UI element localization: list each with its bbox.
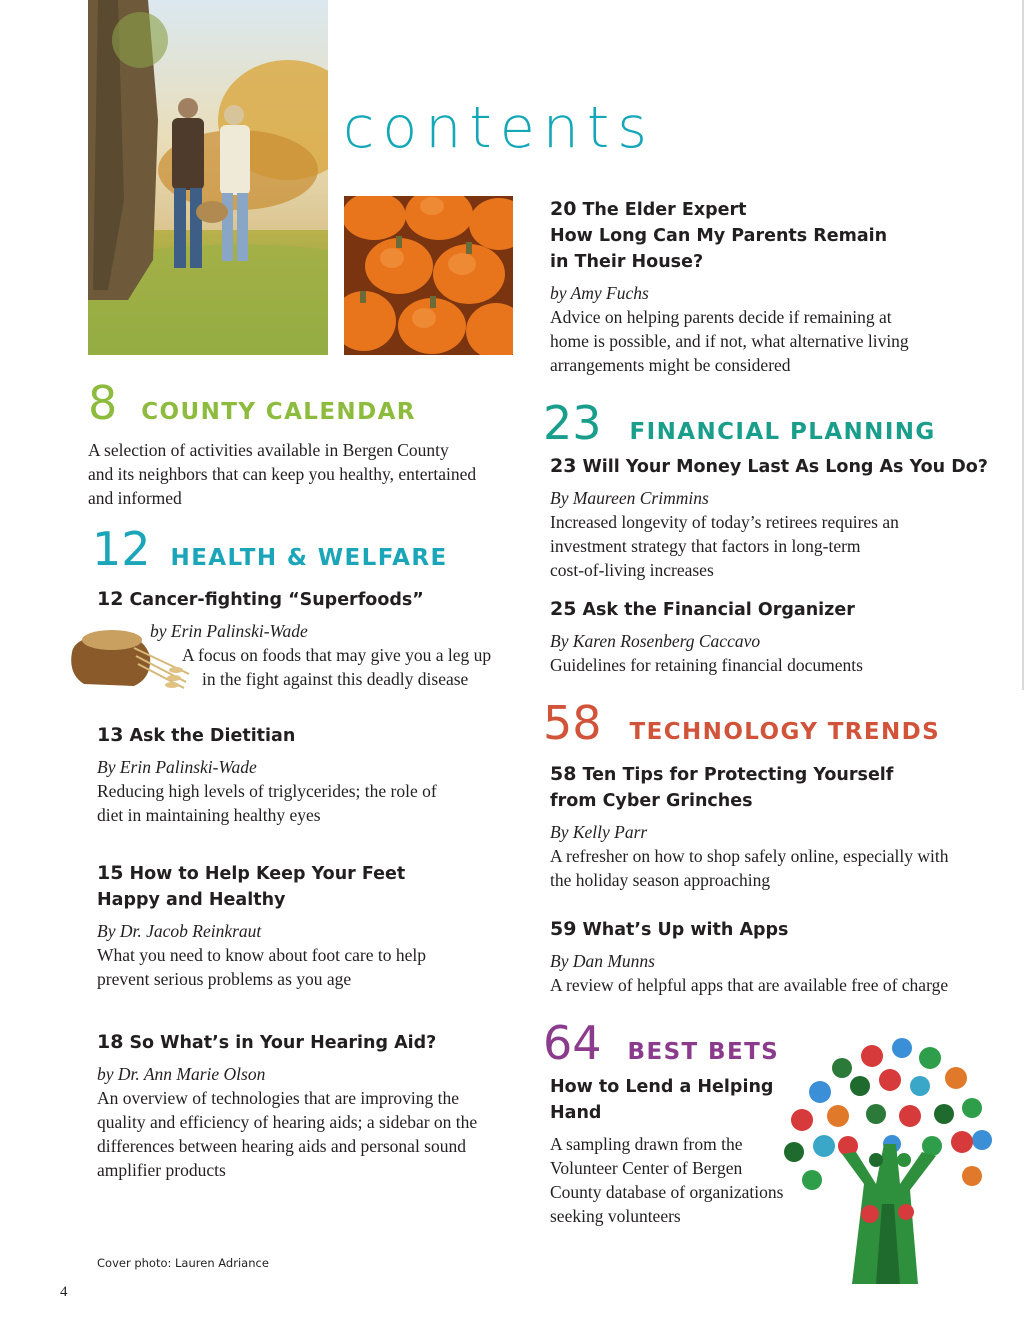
article-byline: by Dr. Ann Marie Olson <box>97 1064 266 1084</box>
article-title: 25 Ask the Financial Organizer <box>550 598 855 620</box>
article-title: 59 What’s Up with Apps <box>550 918 789 940</box>
article-description: arrangements might be considered <box>550 355 791 375</box>
page-title: contents <box>343 95 655 161</box>
article-helping-hand[interactable] <box>550 1074 810 1228</box>
section-title: HEALTH & WELFARE <box>170 545 448 571</box>
article-description: prevent serious problems as you age <box>97 969 352 989</box>
section-number: 23 <box>543 396 602 450</box>
article-title: How Long Can My Parents Remain <box>550 226 888 246</box>
section-number: 64 <box>543 1016 602 1070</box>
article-description: What you need to know about foot care to help <box>97 945 426 965</box>
section-title: FINANCIAL PLANNING <box>629 419 936 445</box>
section-number: 58 <box>543 696 602 750</box>
section-health-welfare <box>92 522 512 576</box>
article-byline: by Amy Fuchs <box>550 283 649 303</box>
article-feet[interactable] <box>97 860 517 991</box>
article-description: Volunteer Center of Bergen <box>550 1158 743 1178</box>
article-byline: By Kelly Parr <box>550 822 648 842</box>
article-title: Happy and Healthy <box>97 890 286 910</box>
section-technology-trends <box>543 696 983 750</box>
article-description: amplifier products <box>97 1160 226 1180</box>
article-byline: by Erin Palinski-Wade <box>150 621 308 641</box>
article-byline: By Maureen Crimmins <box>550 488 709 508</box>
article-byline: By Karen Rosenberg Caccavo <box>550 631 761 651</box>
article-cyber-grinches[interactable] <box>550 761 990 892</box>
article-title: 12 Cancer-fighting “Superfoods” <box>97 588 424 610</box>
article-title: 18 So What’s in Your Hearing Aid? <box>97 1031 437 1053</box>
section-county-calendar <box>88 376 508 510</box>
section-number: 8 <box>88 376 118 430</box>
article-byline: By Dr. Jacob Reinkraut <box>97 921 262 941</box>
article-description: home is possible, and if not, what alternative living <box>550 331 909 351</box>
article-description: investment strategy that factors in long-term <box>550 536 861 556</box>
article-description: Guidelines for retaining financial documents <box>550 655 863 675</box>
article-description: in the fight against this deadly disease <box>202 669 469 689</box>
photo-credit: Cover photo: Lauren Adriance <box>97 1256 269 1270</box>
section-title: TECHNOLOGY TRENDS <box>629 719 941 745</box>
section-number: 12 <box>92 522 151 576</box>
article-superfoods[interactable] <box>97 586 517 613</box>
article-financial-organizer[interactable] <box>550 596 990 677</box>
article-byline: By Erin Palinski-Wade <box>97 757 257 777</box>
article-title: How to Lend a Helping <box>550 1077 774 1097</box>
article-description: Advice on helping parents decide if remaining at <box>550 307 892 327</box>
couple-walking-photo <box>88 0 328 355</box>
article-money-last[interactable] <box>550 453 990 582</box>
article-description: A refresher on how to shop safely online, especially with <box>550 846 949 866</box>
article-description: the holiday season approaching <box>550 870 771 890</box>
article-title: Hand <box>550 1103 602 1123</box>
article-title: 13 Ask the Dietitian <box>97 724 296 746</box>
section-title: BEST BETS <box>627 1039 780 1065</box>
article-description: A focus on foods that may give you a leg up <box>182 645 492 665</box>
article-elder-expert[interactable] <box>550 196 990 377</box>
article-description: diet in maintaining healthy eyes <box>97 805 321 825</box>
article-description: cost-of-living increases <box>550 560 714 580</box>
article-byline: By Dan Munns <box>550 951 655 971</box>
article-description: A sampling drawn from the <box>550 1134 743 1154</box>
article-description: County database of organizations <box>550 1182 784 1202</box>
article-description: Reducing high levels of triglycerides; the role of <box>97 781 437 801</box>
article-description: differences between hearing aids and personal sound <box>97 1136 466 1156</box>
article-description: A review of helpful apps that are available free of charge <box>550 975 949 995</box>
article-title: 58 Ten Tips for Protecting Yourself <box>550 763 894 785</box>
section-financial-planning <box>543 396 983 450</box>
article-title: 20 The Elder Expert <box>550 198 747 220</box>
page-number: 4 <box>60 1284 68 1300</box>
helping-hands-tree-icon <box>772 1034 1002 1284</box>
article-title: in Their House? <box>550 252 704 272</box>
article-title: 15 How to Help Keep Your Feet <box>97 862 406 884</box>
pumpkins-photo <box>344 196 513 355</box>
article-description: quality and efficiency of hearing aids; a sidebar on the <box>97 1112 478 1132</box>
article-title: 23 Will Your Money Last As Long As You Do? <box>550 455 988 477</box>
article-apps[interactable] <box>550 916 990 997</box>
section-title: COUNTY CALENDAR <box>141 399 416 425</box>
article-hearing-aid[interactable] <box>97 1029 517 1182</box>
article-ask-dietitian[interactable] <box>97 722 517 827</box>
article-description: Increased longevity of today’s retirees requires an <box>550 512 899 532</box>
article-description: An overview of technologies that are improving the <box>97 1088 460 1108</box>
section-description: A selection of activities available in Bergen County and its neighbors that can keep you healthy, entertained and informed <box>88 440 477 508</box>
article-description: seeking volunteers <box>550 1206 681 1226</box>
article-title: from Cyber Grinches <box>550 791 753 811</box>
